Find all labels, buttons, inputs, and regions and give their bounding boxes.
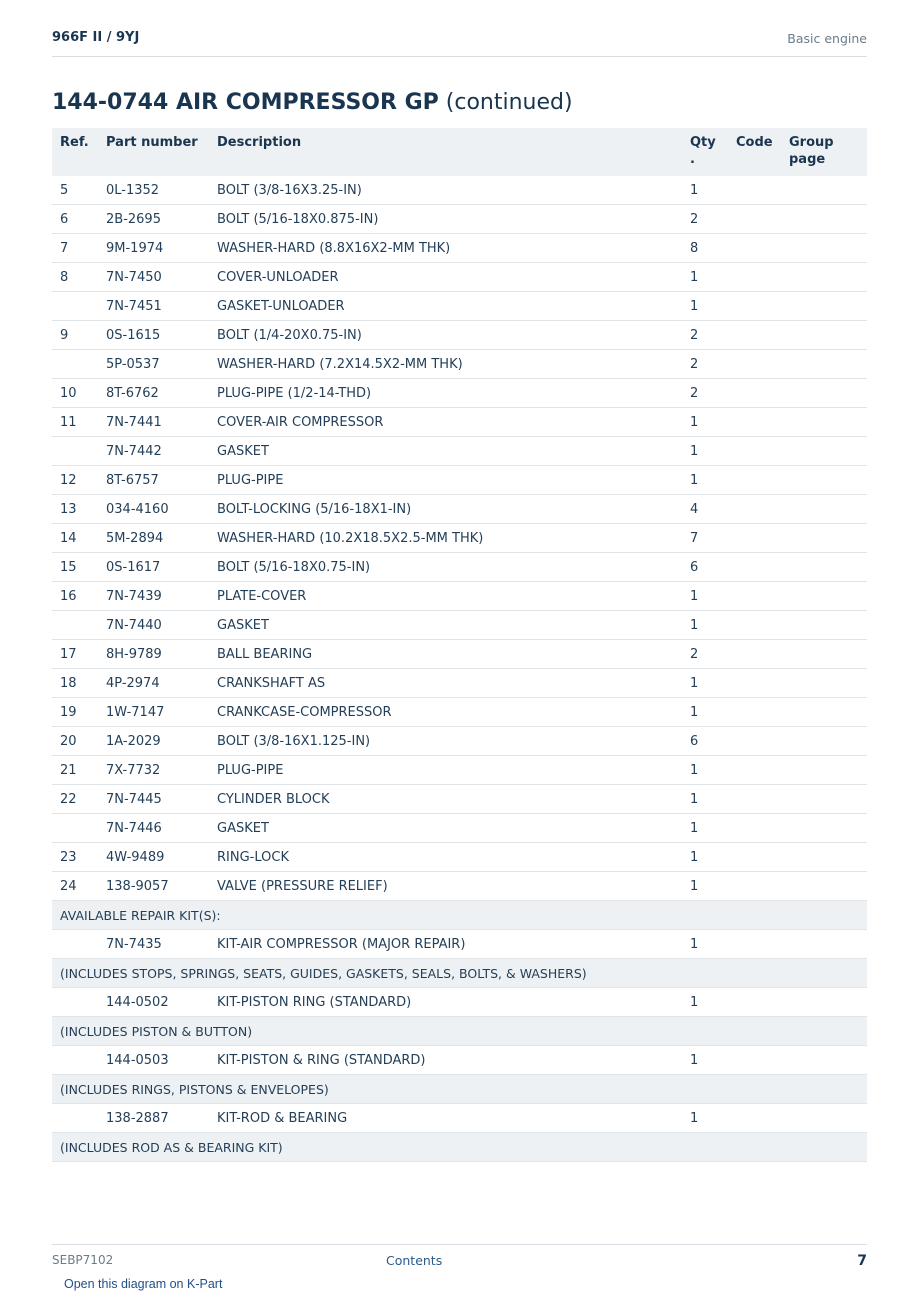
description-cell: PLATE-COVER — [209, 582, 682, 611]
qty-cell: 1 — [682, 611, 728, 640]
qty-cell: 2 — [682, 379, 728, 408]
page-title — [52, 90, 573, 115]
description-cell: CRANKCASE-COMPRESSOR — [209, 698, 682, 727]
description-cell: GASKET — [209, 437, 682, 466]
qty-cell: 2 — [682, 205, 728, 234]
ref-cell: 19 — [52, 698, 98, 727]
table-row — [52, 843, 867, 872]
group-page-cell — [781, 756, 867, 785]
code-cell — [728, 437, 781, 466]
open-diagram-link[interactable]: Open this diagram on K-Part — [64, 1277, 223, 1291]
description-cell: PLUG-PIPE — [209, 756, 682, 785]
qty-cell: 1 — [682, 988, 728, 1017]
table-note-row — [52, 1133, 867, 1162]
part-number-cell: 0S-1615 — [98, 321, 209, 350]
ref-cell: 20 — [52, 727, 98, 756]
description-cell: RING-LOCK — [209, 843, 682, 872]
ref-cell — [52, 292, 98, 321]
qty-cell: 1 — [682, 1046, 728, 1075]
ref-cell: 13 — [52, 495, 98, 524]
description-cell: KIT-PISTON RING (STANDARD) — [209, 988, 682, 1017]
table-header-row — [52, 128, 867, 176]
code-cell — [728, 785, 781, 814]
part-number-cell: 7N-7439 — [98, 582, 209, 611]
code-cell — [728, 466, 781, 495]
table-row — [52, 582, 867, 611]
description-cell: BALL BEARING — [209, 640, 682, 669]
table-row — [52, 1104, 867, 1133]
description-cell: WASHER-HARD (8.8X16X2-MM THK) — [209, 234, 682, 263]
description-cell: GASKET — [209, 814, 682, 843]
table-row — [52, 988, 867, 1017]
table-row — [52, 930, 867, 959]
code-cell — [728, 176, 781, 205]
ref-cell — [52, 350, 98, 379]
ref-cell: 22 — [52, 785, 98, 814]
description-cell: CRANKSHAFT AS — [209, 669, 682, 698]
code-cell — [728, 582, 781, 611]
qty-cell: 1 — [682, 814, 728, 843]
description-cell: PLUG-PIPE (1/2-14-THD) — [209, 379, 682, 408]
code-cell — [728, 872, 781, 901]
part-number-cell: 138-9057 — [98, 872, 209, 901]
ref-cell: 6 — [52, 205, 98, 234]
code-cell — [728, 698, 781, 727]
ref-cell — [52, 988, 98, 1017]
qty-cell: 1 — [682, 263, 728, 292]
description-cell: WASHER-HARD (10.2X18.5X2.5-MM THK) — [209, 524, 682, 553]
ref-cell: 23 — [52, 843, 98, 872]
parts-table — [52, 128, 867, 1162]
table-row — [52, 640, 867, 669]
code-cell — [728, 988, 781, 1017]
qty-cell: 1 — [682, 582, 728, 611]
qty-cell: 8 — [682, 234, 728, 263]
qty-cell: 2 — [682, 321, 728, 350]
doc-number: SEBP7102 — [52, 1253, 114, 1267]
ref-cell: 16 — [52, 582, 98, 611]
table-note-row — [52, 1075, 867, 1104]
part-number-cell: 7X-7732 — [98, 756, 209, 785]
code-cell — [728, 640, 781, 669]
table-note-row — [52, 959, 867, 988]
part-number-cell: 0S-1617 — [98, 553, 209, 582]
description-cell: BOLT-LOCKING (5/16-18X1-IN) — [209, 495, 682, 524]
col-code: Code — [728, 128, 781, 176]
ref-cell: 24 — [52, 872, 98, 901]
part-number-cell: 7N-7442 — [98, 437, 209, 466]
code-cell — [728, 205, 781, 234]
table-row — [52, 176, 867, 205]
group-page-cell — [781, 466, 867, 495]
qty-cell: 1 — [682, 872, 728, 901]
description-cell: KIT-ROD & BEARING — [209, 1104, 682, 1133]
note-text: (INCLUDES STOPS, SPRINGS, SEATS, GUIDES, GASKETS, SEALS, BOLTS, & WASHERS) — [52, 959, 867, 988]
qty-cell: 1 — [682, 669, 728, 698]
ref-cell: 10 — [52, 379, 98, 408]
part-number-cell: 7N-7435 — [98, 930, 209, 959]
table-note-row — [52, 1017, 867, 1046]
qty-cell: 2 — [682, 640, 728, 669]
table-row — [52, 872, 867, 901]
code-cell — [728, 263, 781, 292]
model-label: 966F II / 9YJ — [52, 30, 140, 45]
table-row — [52, 234, 867, 263]
code-cell — [728, 1046, 781, 1075]
contents-link[interactable]: Contents — [386, 1253, 443, 1268]
code-cell — [728, 292, 781, 321]
part-number-cell: 9M-1974 — [98, 234, 209, 263]
title-part: 144-0744 AIR COMPRESSOR GP — [52, 90, 439, 115]
group-page-cell — [781, 321, 867, 350]
group-page-cell — [781, 640, 867, 669]
group-page-cell — [781, 205, 867, 234]
description-cell: COVER-UNLOADER — [209, 263, 682, 292]
part-number-cell: 7N-7451 — [98, 292, 209, 321]
ref-cell — [52, 437, 98, 466]
table-row — [52, 495, 867, 524]
description-cell: BOLT (5/16-18X0.75-IN) — [209, 553, 682, 582]
qty-cell: 6 — [682, 727, 728, 756]
col-group-page: Group page — [781, 128, 867, 176]
table-row — [52, 698, 867, 727]
description-cell: CYLINDER BLOCK — [209, 785, 682, 814]
table-row — [52, 437, 867, 466]
group-page-cell — [781, 350, 867, 379]
ref-cell — [52, 1104, 98, 1133]
description-cell: GASKET-UNLOADER — [209, 292, 682, 321]
group-page-cell — [781, 292, 867, 321]
qty-cell: 4 — [682, 495, 728, 524]
group-page-cell — [781, 1046, 867, 1075]
description-cell: KIT-PISTON & RING (STANDARD) — [209, 1046, 682, 1075]
qty-cell: 1 — [682, 843, 728, 872]
group-page-cell — [781, 698, 867, 727]
ref-cell — [52, 814, 98, 843]
part-number-cell: 8H-9789 — [98, 640, 209, 669]
table-row — [52, 553, 867, 582]
part-number-cell: 7N-7441 — [98, 408, 209, 437]
title-suffix: (continued) — [445, 90, 573, 115]
group-page-cell — [781, 495, 867, 524]
table-row — [52, 379, 867, 408]
table-row — [52, 205, 867, 234]
note-text: (INCLUDES PISTON & BUTTON) — [52, 1017, 867, 1046]
table-row — [52, 727, 867, 756]
group-page-cell — [781, 437, 867, 466]
page-header — [52, 28, 867, 57]
part-number-cell: 0L-1352 — [98, 176, 209, 205]
part-number-cell: 144-0503 — [98, 1046, 209, 1075]
qty-cell: 1 — [682, 1104, 728, 1133]
part-number-cell: 7N-7446 — [98, 814, 209, 843]
part-number-cell: 8T-6757 — [98, 466, 209, 495]
part-number-cell: 138-2887 — [98, 1104, 209, 1133]
table-row — [52, 263, 867, 292]
group-page-cell — [781, 872, 867, 901]
group-page-cell — [781, 582, 867, 611]
part-number-cell: 5M-2894 — [98, 524, 209, 553]
description-cell: WASHER-HARD (7.2X14.5X2-MM THK) — [209, 350, 682, 379]
description-cell: VALVE (PRESSURE RELIEF) — [209, 872, 682, 901]
section-label: Basic engine — [787, 31, 867, 46]
qty-cell: 1 — [682, 785, 728, 814]
group-page-cell — [781, 727, 867, 756]
description-cell: COVER-AIR COMPRESSOR — [209, 408, 682, 437]
group-page-cell — [781, 843, 867, 872]
description-cell: KIT-AIR COMPRESSOR (MAJOR REPAIR) — [209, 930, 682, 959]
part-number-cell: 8T-6762 — [98, 379, 209, 408]
col-description: Description — [209, 128, 682, 176]
group-page-cell — [781, 379, 867, 408]
qty-cell: 1 — [682, 292, 728, 321]
page-footer — [52, 1244, 867, 1269]
group-page-cell — [781, 611, 867, 640]
group-page-cell — [781, 553, 867, 582]
ref-cell: 18 — [52, 669, 98, 698]
group-page-cell — [781, 785, 867, 814]
table-row — [52, 524, 867, 553]
qty-cell: 1 — [682, 437, 728, 466]
part-number-cell: 1W-7147 — [98, 698, 209, 727]
group-page-cell — [781, 930, 867, 959]
group-page-cell — [781, 1104, 867, 1133]
code-cell — [728, 814, 781, 843]
code-cell — [728, 611, 781, 640]
ref-cell: 14 — [52, 524, 98, 553]
ref-cell — [52, 611, 98, 640]
table-body — [52, 176, 867, 1162]
code-cell — [728, 553, 781, 582]
page-number: 7 — [857, 1253, 867, 1269]
table-row — [52, 321, 867, 350]
group-page-cell — [781, 988, 867, 1017]
table-row — [52, 350, 867, 379]
code-cell — [728, 1104, 781, 1133]
group-page-cell — [781, 669, 867, 698]
part-number-cell: 034-4160 — [98, 495, 209, 524]
note-text: AVAILABLE REPAIR KIT(S): — [52, 901, 867, 930]
ref-cell: 11 — [52, 408, 98, 437]
description-cell: GASKET — [209, 611, 682, 640]
table-row — [52, 1046, 867, 1075]
description-cell: BOLT (3/8-16X1.125-IN) — [209, 727, 682, 756]
part-number-cell: 7N-7450 — [98, 263, 209, 292]
code-cell — [728, 321, 781, 350]
table-row — [52, 756, 867, 785]
group-page-cell — [781, 176, 867, 205]
col-part-number: Part number — [98, 128, 209, 176]
description-cell: BOLT (1/4-20X0.75-IN) — [209, 321, 682, 350]
code-cell — [728, 495, 781, 524]
ref-cell: 7 — [52, 234, 98, 263]
code-cell — [728, 379, 781, 408]
group-page-cell — [781, 524, 867, 553]
table-row — [52, 785, 867, 814]
note-text: (INCLUDES RINGS, PISTONS & ENVELOPES) — [52, 1075, 867, 1104]
table-row — [52, 292, 867, 321]
ref-cell — [52, 930, 98, 959]
ref-cell: 17 — [52, 640, 98, 669]
qty-cell: 1 — [682, 466, 728, 495]
description-cell: BOLT (5/16-18X0.875-IN) — [209, 205, 682, 234]
ref-cell: 8 — [52, 263, 98, 292]
part-number-cell: 4P-2974 — [98, 669, 209, 698]
table-row — [52, 611, 867, 640]
code-cell — [728, 843, 781, 872]
part-number-cell: 2B-2695 — [98, 205, 209, 234]
group-page-cell — [781, 234, 867, 263]
table-row — [52, 814, 867, 843]
ref-cell: 15 — [52, 553, 98, 582]
part-number-cell: 1A-2029 — [98, 727, 209, 756]
code-cell — [728, 727, 781, 756]
qty-cell: 1 — [682, 698, 728, 727]
col-qty: Qty . — [682, 128, 728, 176]
part-number-cell: 4W-9489 — [98, 843, 209, 872]
table-row — [52, 466, 867, 495]
qty-cell: 2 — [682, 350, 728, 379]
qty-cell: 1 — [682, 176, 728, 205]
code-cell — [728, 524, 781, 553]
description-cell: PLUG-PIPE — [209, 466, 682, 495]
part-number-cell: 7N-7445 — [98, 785, 209, 814]
note-text: (INCLUDES ROD AS & BEARING KIT) — [52, 1133, 867, 1162]
table-row — [52, 408, 867, 437]
qty-cell: 7 — [682, 524, 728, 553]
group-page-cell — [781, 408, 867, 437]
col-ref: Ref. — [52, 128, 98, 176]
ref-cell: 5 — [52, 176, 98, 205]
qty-cell: 1 — [682, 408, 728, 437]
part-number-cell: 5P-0537 — [98, 350, 209, 379]
description-cell: BOLT (3/8-16X3.25-IN) — [209, 176, 682, 205]
table-note-row — [52, 901, 867, 930]
qty-cell: 1 — [682, 756, 728, 785]
part-number-cell: 144-0502 — [98, 988, 209, 1017]
group-page-cell — [781, 814, 867, 843]
code-cell — [728, 234, 781, 263]
code-cell — [728, 350, 781, 379]
ref-cell: 9 — [52, 321, 98, 350]
part-number-cell: 7N-7440 — [98, 611, 209, 640]
qty-cell: 6 — [682, 553, 728, 582]
code-cell — [728, 669, 781, 698]
ref-cell: 21 — [52, 756, 98, 785]
ref-cell — [52, 1046, 98, 1075]
qty-cell: 1 — [682, 930, 728, 959]
code-cell — [728, 408, 781, 437]
code-cell — [728, 756, 781, 785]
table-row — [52, 669, 867, 698]
ref-cell: 12 — [52, 466, 98, 495]
code-cell — [728, 930, 781, 959]
group-page-cell — [781, 263, 867, 292]
